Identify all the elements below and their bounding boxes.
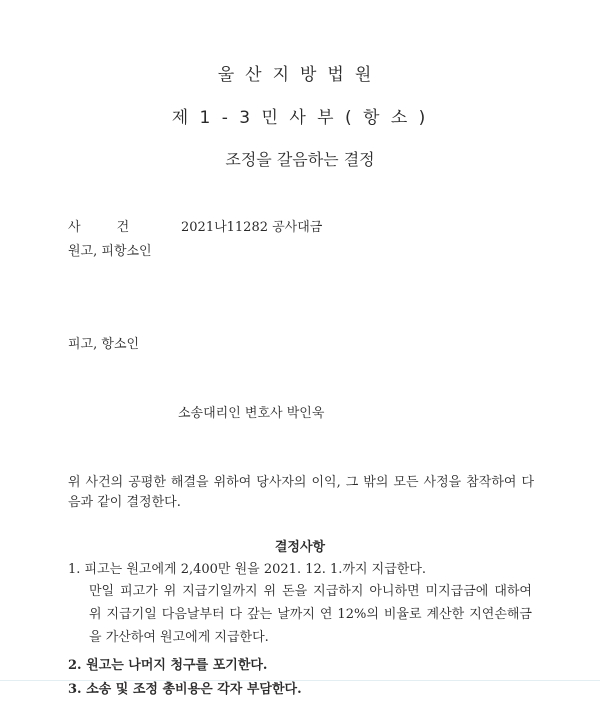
- division-name: 제 1 - 3 민 사 부 ( 항 소 ): [171, 108, 429, 128]
- decision-reason: 위 사건의 공평한 해결을 위하여 당사자의 이익, 그 밖의 모든 사정을 참작하여 다음과 같이 결정한다.: [68, 475, 534, 510]
- case-number: 2021나11282 공사대금: [181, 220, 323, 235]
- counsel-label: 소송대리인 변호사 박인욱: [178, 406, 325, 421]
- case-label-char-2: 건: [116, 220, 130, 235]
- court-name: 울산지방법원: [217, 65, 383, 85]
- case-label-char-1: 사: [68, 220, 81, 235]
- defendant-label: 피고, 항소인: [68, 337, 140, 352]
- document-title: 조정을 갈음하는 결정: [225, 150, 375, 169]
- plaintiff-label: 원고, 피항소인: [68, 244, 152, 259]
- decision-item-1: 1. 피고는 원고에게 2,400만 원을 2021. 12. 1.까지 지급한다.: [68, 562, 427, 577]
- decision-item-2: 2. 원고는 나머지 청구를 포기한다.: [68, 658, 268, 673]
- case-label: [68, 219, 129, 237]
- decision-item-1-continuation: 만일 피고가 위 지급기일까지 위 돈을 지급하지 아니하면 미지급금에 대하여 위 지급기일 다음날부터 다 갚는 날까지 연 12%의 비율로 계산한 지연손해금을 가산하여 원고에게 지급한다.: [89, 584, 532, 645]
- decision-item-3: 3. 소송 및 조정 총비용은 각자 부담한다.: [68, 682, 302, 697]
- decision-section-title: 결정사항: [274, 540, 326, 555]
